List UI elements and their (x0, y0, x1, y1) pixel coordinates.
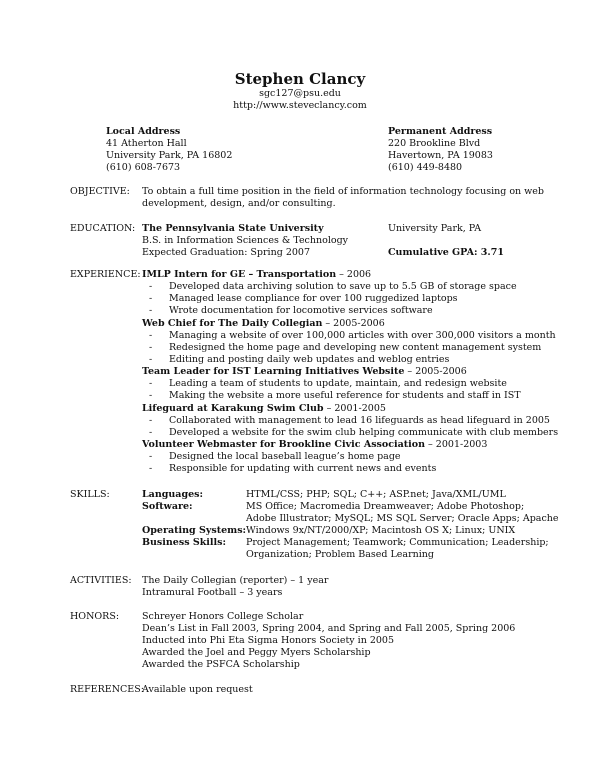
job-heading (142, 403, 386, 415)
list-item: - Managed lease compliance for over 100 ruggedized laptops (149, 293, 458, 304)
job-dates: – 2005-2006 (404, 366, 467, 377)
degree: B.S. in Information Sciences & Technology (142, 235, 349, 246)
skill-value: Project Management; Teamwork; Communication; Leadership; (246, 537, 549, 548)
list-item: - Developed data archiving solution to save up to 5.5 GB of storage space (149, 281, 517, 292)
list-item: - Wrote documentation for locomotive services software (149, 305, 433, 316)
list-item: - Collaborated with management to lead 16 lifeguards as head lifeguard in 2005 (149, 415, 550, 426)
list-item: - Leading a team of students to update, maintain, and redesign website (149, 378, 507, 389)
permanent-phone: (610) 449-8480 (388, 162, 463, 173)
skill-value: Adobe Illustrator; MySQL; MS SQL Server; Oracle Apps; Apache (246, 513, 559, 524)
job-dates: – 2006 (336, 269, 372, 280)
job-dates: – 2001-2005 (323, 403, 386, 414)
skill-category: Languages: (142, 489, 203, 500)
skill-value: HTML/CSS; PHP; SQL; C++; ASP.net; Java/XML/UML (246, 489, 506, 500)
activity-item: Intramural Football – 3 years (142, 587, 283, 598)
job-title: IMLP Intern for GE – Transportation (142, 269, 337, 280)
skill-value: Organization; Problem Based Learning (246, 549, 434, 560)
permanent-address-title: Permanent Address (388, 126, 493, 137)
job-title: Web Chief for The Daily Collegian (142, 318, 323, 329)
skill-value: MS Office; Macromedia Dreamweaver; Adobe Photoshop; (246, 501, 525, 512)
skills-label: SKILLS: (70, 489, 110, 500)
skill-category: Business Skills: (142, 537, 226, 548)
references-text: Available upon request (142, 684, 253, 695)
list-item: - Responsible for updating with current news and events (149, 463, 437, 474)
permanent-address-line: Havertown, PA 19083 (388, 150, 493, 161)
objective-label: OBJECTIVE: (70, 186, 130, 197)
list-item: - Managing a website of over 100,000 articles with over 300,000 visitors a month (149, 330, 556, 341)
permanent-address-line: 220 Brookline Blvd (388, 138, 481, 149)
honor-item: Awarded the PSFCA Scholarship (142, 659, 300, 670)
references-label: REFERENCES: (70, 684, 144, 695)
job-title: Volunteer Webmaster for Brookline Civic Association (142, 439, 426, 450)
job-title: Team Leader for IST Learning Initiatives Website (142, 366, 405, 377)
website-link[interactable]: http://www.steveclancy.com (233, 100, 367, 111)
gpa: Cumulative GPA: 3.71 (388, 247, 504, 258)
experience-label: EXPERIENCE: (70, 269, 141, 280)
school-name: The Pennsylvania State University (142, 223, 324, 234)
honor-item: Dean’s List in Fall 2003, Spring 2004, and Spring and Fall 2005, Spring 2006 (142, 623, 516, 634)
job-heading (142, 318, 385, 330)
job-title: Lifeguard at Karakung Swim Club (142, 403, 324, 414)
local-address-line: 41 Atherton Hall (106, 138, 187, 149)
job-heading (142, 269, 371, 281)
honor-item: Inducted into Phi Eta Sigma Honors Society in 2005 (142, 635, 395, 646)
activity-item: The Daily Collegian (reporter) – 1 year (142, 575, 329, 586)
list-item: - Making the website a more useful reference for students and staff in IST (149, 390, 521, 401)
list-item: - Designed the local baseball league’s home page (149, 451, 401, 462)
candidate-name: Stephen Clancy (234, 70, 366, 88)
job-dates: – 2005-2006 (322, 318, 385, 329)
local-phone: (610) 608-7673 (106, 162, 181, 173)
objective-text: To obtain a full time position in the field of information technology focusing on web (142, 186, 545, 197)
honor-item: Schreyer Honors College Scholar (142, 611, 304, 622)
activities-label: ACTIVITIES: (70, 575, 132, 586)
job-heading (142, 366, 467, 378)
job-heading (142, 439, 487, 451)
local-address-line: University Park, PA 16802 (106, 150, 233, 161)
objective-text: development, design, and/or consulting. (142, 198, 336, 209)
email[interactable]: sgc127@psu.edu (259, 88, 341, 99)
graduation-date: Expected Graduation: Spring 2007 (142, 247, 310, 258)
list-item: - Editing and posting daily web updates and weblog entries (149, 354, 450, 365)
education-label: EDUCATION: (70, 223, 136, 234)
school-location: University Park, PA (388, 223, 482, 234)
list-item: - Redesigned the home page and developing new content management system (149, 342, 542, 353)
list-item: - Developed a website for the swim club helping communicate with club members (149, 427, 559, 438)
honors-label: HONORS: (70, 611, 120, 622)
job-dates: – 2001-2003 (425, 439, 488, 450)
skill-value: Windows 9x/NT/2000/XP; Macintosh OS X; Linux; UNIX (246, 525, 516, 536)
skill-category: Operating Systems: (142, 525, 247, 536)
local-address-title: Local Address (106, 126, 181, 137)
honor-item: Awarded the Joel and Peggy Myers Scholarship (142, 647, 371, 658)
skill-category: Software: (142, 501, 193, 512)
